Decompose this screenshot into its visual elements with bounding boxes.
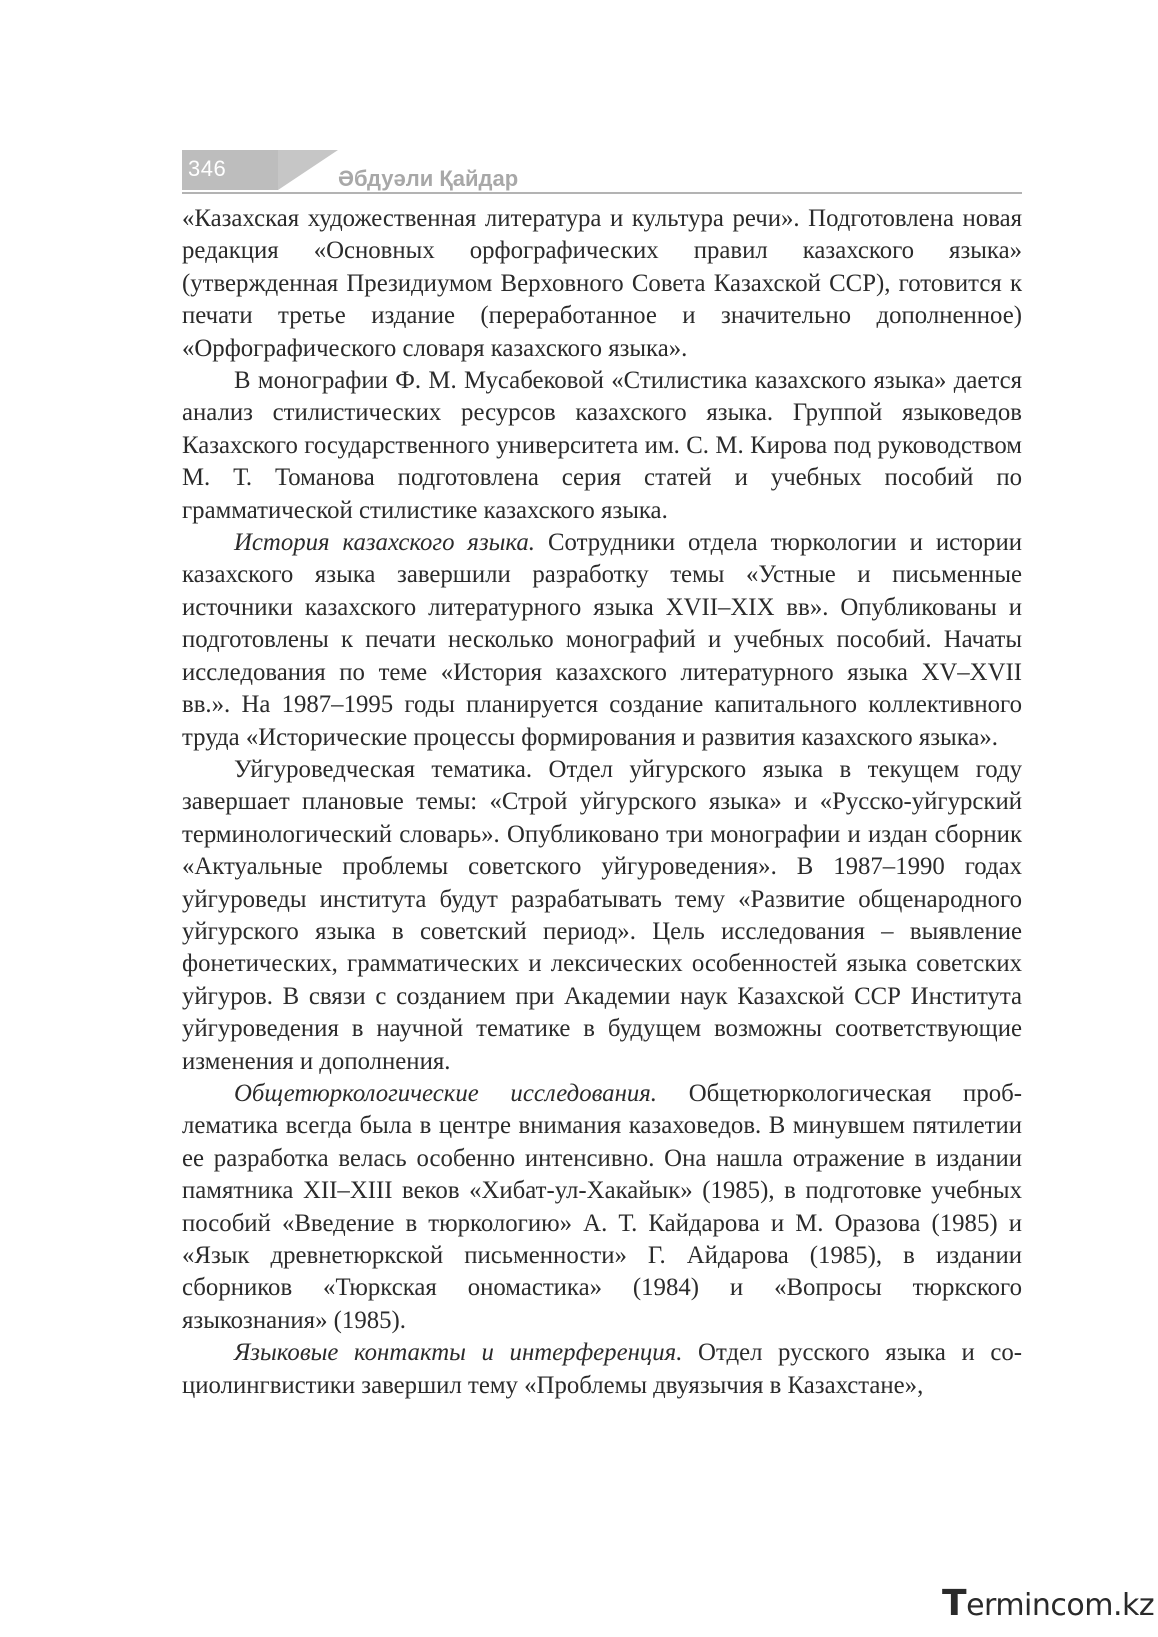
page-tab-slope (278, 150, 338, 190)
site-watermark (942, 1583, 1154, 1624)
paragraph-1: «Казахская художественная литература и культура речи». Подготовлена новая редакция «Основных орфографических правил казахского языка» (утвержденная Президиумом Верховного Совета Казахской ССР), готовится к печати третье издание (переработанное и значительно дополненное) «Орфографического словаря казахского языка». (182, 205, 1022, 362)
body-text (182, 203, 1022, 1402)
page-number-tab (182, 150, 278, 190)
paragraph-5 (182, 1078, 1022, 1337)
section-heading-history: История казахского языка. (234, 529, 535, 557)
paragraph-6 (182, 1337, 1022, 1402)
page-header (182, 150, 1022, 196)
paragraph-6-text: Отдел русского языка и социолингвистики завершил тему «Проблемы двуязычия в Казахстане», (182, 1339, 1023, 1399)
section-heading-contacts: Языковые контакты и интерференция. (234, 1339, 683, 1367)
header-rule (182, 192, 1022, 194)
paragraph-3-text: Сотрудники отдела тюркологии и истории казахского языка завершили разработку темы «Устные и письменные источники казахского литературного языка XVII–XIX вв». Опубликованы и подготовлены к печати несколько монографий и учебных пособий. Начаты исследования по теме «История казахского литературного языка XV–XVII вв.». На 1987–1995 годы планируется создание капитального коллективного труда «Исторические процессы формирования и развития казахского языка». (182, 529, 1022, 751)
paragraph-4: Уйгуроведческая тематика. Отдел уйгурского языка в текущем году завершает плановые темы: «Строй уйгурского языка» и «Русско-уйгурский терминологический словарь». Опубликовано три монографии и издан сборник «Актуальные проблемы советского уйгуроведения». В 1987–1990 годах уйгуроведы института будут разрабатывать тему «Развитие общенародного уйгурского языка в советский период». Цель исследования – выявление фонетических, грамматических и лексических особенностей языка советских уйгуров. В связи с созданием при Академии наук Казахской ССР Института уйгуроведения в научной тематике в будущем возможны соответствующие изменения и дополнения. (182, 755, 1022, 1075)
paragraph-2: В монографии Ф. М. Мусабековой «Стилистика казахского языка» дается анализ стилистических ресурсов казахского языка. Группой языковедов Казахского государственного университета им. С. М. Кирова под руководством М. Т. Томанова подготовлена серия статей и учебных пособий по грамматической стилистике казахского языка. (182, 367, 1022, 524)
section-heading-turkology: Общетюркологические исследования. (234, 1079, 658, 1107)
watermark-text: ermincom.kz (966, 1588, 1155, 1623)
running-head-author: Әбдуәли Қайдар (338, 166, 519, 191)
watermark-logo-mark: T (942, 1583, 967, 1624)
paragraph-5-text: Общетюркологическая проблематика всегда была в центре внимания казаховедов. В минувшем пятилетии ее разработка велась особенно интенсивно. Она нашла отражение в издании памятника XII–XIII веков «Хибат-ул-Хакайык» (1985), в подготовке учебных пособий «Введение в тюркологию» А. Т. Кайдарова и М. Оразова (1985) и «Язык древнетюркской письменности» Г. Айдарова (1985), в издании сборников «Тюркская ономастика» (1984) и «Вопросы тюркского языкознания» (1985). (182, 1079, 1022, 1334)
paragraph-3 (182, 527, 1022, 754)
page-number: 346 (188, 156, 227, 181)
